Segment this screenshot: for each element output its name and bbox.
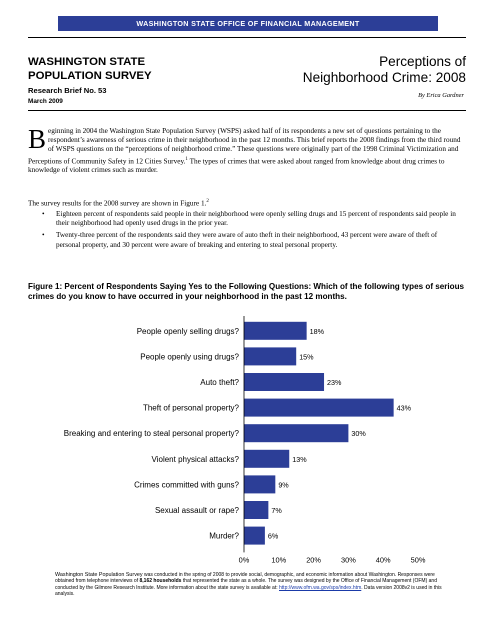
header-divider-top bbox=[28, 37, 466, 38]
bar-4 bbox=[244, 424, 348, 442]
intro-paragraph bbox=[28, 124, 466, 175]
results-intro-text: The survey results for the 2008 survey are shown in Figure 1. bbox=[28, 199, 207, 208]
intro-text: eginning in 2004 the Washington State Population Survey (WSPS) asked half of its respondents a new set of questions pertaining to the respondent’s awareness of serious crime in their neighborhood in the past 12 months. This brief reports the 2008 findings from the third round of WSPS questions on the “perceptions of neighborhood crime.” These questions were originally part of the 1998 Criminal Victimization and Perceptions of Community Safety in 12 Cities Survey. bbox=[28, 127, 461, 166]
document-title-line1: Perceptions of bbox=[379, 54, 466, 69]
x-tick-label-1: 10% bbox=[271, 555, 287, 565]
bar-5 bbox=[244, 450, 289, 468]
survey-name bbox=[28, 56, 152, 83]
survey-footnote bbox=[55, 572, 455, 598]
value-label-3: 43% bbox=[396, 403, 412, 413]
survey-name-line2: POPULATION SURVEY bbox=[28, 69, 152, 82]
x-tick-label-4: 40% bbox=[375, 555, 391, 565]
category-label-7: Sexual assault or rape? bbox=[154, 506, 239, 515]
footnote-ref-2: 2 bbox=[206, 199, 209, 204]
value-label-6: 9% bbox=[278, 480, 289, 490]
bar-8 bbox=[244, 527, 265, 545]
publication-date: March 2009 bbox=[28, 98, 63, 105]
value-label-2: 23% bbox=[327, 378, 342, 387]
footnote-ref-1: 1 bbox=[185, 156, 188, 162]
category-label-1: People openly using drugs? bbox=[140, 352, 239, 362]
intro-text-after: The types of crimes that were asked about ranged from knowledge about drug crimes to knowledge of violent crimes such as murder. bbox=[28, 157, 445, 175]
category-label-0: People openly selling drugs? bbox=[136, 326, 239, 336]
value-label-5: 13% bbox=[292, 454, 307, 464]
document-title bbox=[303, 54, 466, 86]
finding-theft: • Twenty-three percent of the respondents said they were aware of auto theft in their neighborhood, 43 percent were aware of theft of personal property, and 30 percent were aware of breaking and entering to steal personal property. bbox=[42, 231, 462, 249]
x-tick-label-2: 20% bbox=[306, 555, 321, 565]
results-intro bbox=[28, 197, 466, 209]
crime-awareness-bar-chart bbox=[0, 310, 494, 565]
survey-info-link[interactable]: http://www.ofm.wa.gov/sps/index.htm bbox=[279, 584, 362, 591]
category-label-4: Breaking and entering to steal personal property? bbox=[63, 429, 239, 439]
agency-banner: WASHINGTON STATE OFFICE OF FINANCIAL MANAGEMENT bbox=[58, 16, 438, 31]
drop-cap: B bbox=[28, 124, 47, 154]
value-label-8: 6% bbox=[267, 531, 279, 541]
survey-name-line1: WASHINGTON STATE bbox=[28, 56, 146, 68]
category-label-2: Auto theft? bbox=[200, 378, 239, 387]
header-divider-bottom bbox=[28, 110, 466, 111]
findings-list bbox=[42, 210, 462, 252]
author-byline: By Erica Gardner bbox=[418, 92, 464, 99]
category-label-8: Murder? bbox=[209, 531, 239, 541]
footnote-text-3: . Data version 2008v2 is used in this analysis. bbox=[55, 584, 442, 598]
footnote-households: 8,162 households bbox=[139, 578, 182, 585]
x-tick-label-5: 50% bbox=[410, 555, 426, 565]
value-label-4: 30% bbox=[351, 429, 366, 439]
bar-2 bbox=[244, 373, 324, 391]
figure-title: Figure 1: Percent of Respondents Saying Yes to the Following Questions: Which of the following types of serious crimes do you know to have occurred in your neighborhood in the past 12 months. bbox=[28, 282, 465, 301]
x-tick-label-3: 30% bbox=[341, 555, 356, 565]
bar-7 bbox=[244, 501, 268, 519]
value-label-7: 7% bbox=[271, 506, 282, 515]
category-label-5: Violent physical attacks? bbox=[151, 454, 239, 464]
footnote-text-2: that represented the state as a whole. The survey was designed by the Office of Financial Management (OFM) and conducted by the Gilmore Research Institute. More information about the state survey is available at: bbox=[55, 578, 437, 591]
bar-3 bbox=[244, 399, 394, 417]
footnote-survey-name: Washington State Population Survey bbox=[55, 572, 143, 578]
bar-1 bbox=[244, 347, 296, 365]
document-title-line2: Neighborhood Crime: 2008 bbox=[302, 70, 466, 85]
category-label-6: Crimes committed with guns? bbox=[134, 480, 239, 490]
value-label-1: 15% bbox=[299, 352, 314, 362]
value-label-0: 18% bbox=[309, 326, 325, 336]
category-label-3: Theft of personal property? bbox=[142, 403, 239, 413]
bar-6 bbox=[244, 475, 275, 493]
finding-drugs: • Eighteen percent of respondents said people in their neighborhood were openly selling drugs and 15 percent of respondents said people in their neighborhood had openly used drugs in the prior year. bbox=[42, 210, 462, 228]
bar-0 bbox=[244, 322, 307, 340]
brief-number: Research Brief No. 53 bbox=[28, 86, 107, 95]
footnote-text-1: was conducted in the spring of 2008 to provide social, demographic, and economic information about Washington. Responses were obtained from telephone interviews of bbox=[55, 572, 435, 585]
x-tick-label-0: 0% bbox=[238, 555, 250, 565]
